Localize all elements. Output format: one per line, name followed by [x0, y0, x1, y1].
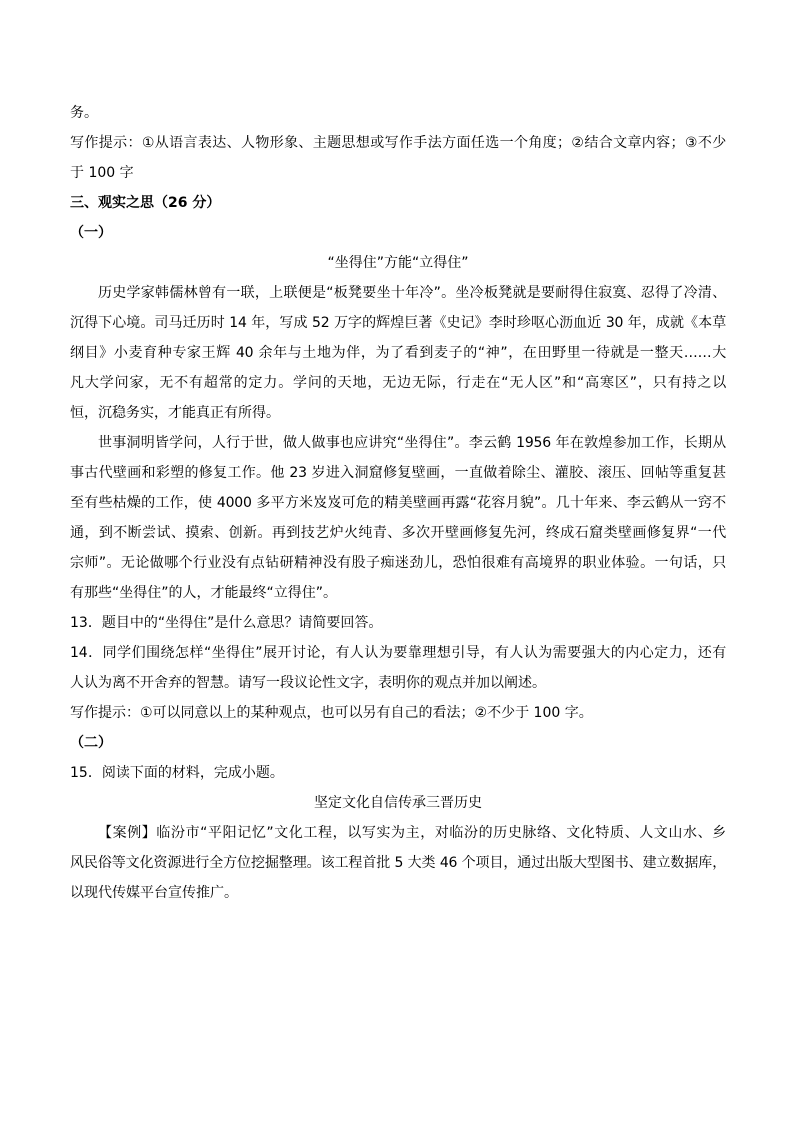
- subsection-heading: （一）: [70, 225, 112, 241]
- question-15: 15．阅读下面的材料，完成小题。: [70, 765, 284, 781]
- paragraph-line: 通，到不断尝试、摸索、创新。再到技艺炉火纯青、多次开壁画修复先河，终成石窟类壁画修复界“一代: [70, 525, 726, 541]
- paragraph-line: 纲目》小麦育种专家王辉 40 余年与土地为伴，为了看到麦子的“神”，在田野里一待就是一整天……大: [70, 345, 726, 361]
- paragraph-line: 凡大学问家，无不有超常的定力。学问的天地，无边无际，行走在“无人区”和“高寒区”，只有持之以: [70, 375, 726, 391]
- article-title: “坐得住”方能“立得住”: [327, 255, 469, 271]
- paragraph-line: 以现代传媒平台宣传推广。: [70, 885, 238, 901]
- paragraph-line: 沉得下心境。司马迁历时 14 年，写成 52 万字的辉煌巨著《史记》李时珍呕心沥血近 30 年，成就《本草: [70, 315, 726, 331]
- paragraph-line: 历史学家韩儒林曾有一联，上联便是“板凳要坐十年冷”。坐冷板凳就是要耐得住寂寞、忍得了冷清、: [98, 285, 726, 301]
- article-title: 坚定文化自信传承三晋历史: [314, 795, 482, 811]
- section-heading: 三、观实之思（26 分）: [70, 195, 221, 211]
- writing-tip-line: 写作提示：①可以同意以上的某种观点，也可以另有自己的看法；②不少于 100 字。: [70, 705, 593, 721]
- paragraph-line: 世事洞明皆学问，人行于世，做人做事也应讲究“坐得住”。李云鹤 1956 年在敦煌参加工作，长期从: [98, 435, 726, 451]
- question-13: 13．题目中的“坐得住”是什么意思？请简要回答。: [70, 615, 383, 631]
- paragraph-line: 事古代壁画和彩塑的修复工作。他 23 岁进入洞窟修复壁画，一直做着除尘、灌胶、滚压、回帖等重复甚: [70, 465, 726, 481]
- document-page: [70, 98, 726, 908]
- question-14: 14．同学们围绕怎样“坐得住”展开讨论，有人认为要靠理想引导，有人认为需要强大的内心定力，还有: [70, 645, 726, 661]
- writing-tip-line: 写作提示：①从语言表达、人物形象、主题思想或写作手法方面任选一个角度；②结合文章内容；③不少: [70, 135, 726, 151]
- text-line: 务。: [70, 105, 98, 121]
- paragraph-line: 至有些枯燥的工作，使 4000 多平方米岌岌可危的精美壁画再露“花容月貌”。几十年来、李云鹤从一窍不: [70, 495, 726, 511]
- paragraph-line: 有那些“坐得住”的人，才能最终“立得住”。: [70, 585, 338, 601]
- text-line: 于 100 字: [70, 165, 134, 181]
- paragraph-line: 宗师”。无论做哪个行业没有点钻研精神没有股子痴迷劲儿，恐怕很难有高境界的职业体验。一句话，只: [70, 555, 726, 571]
- paragraph-line: 恒，沉稳务实，才能真正有所得。: [70, 405, 280, 421]
- question-14-continued: 人认为离不开舍弃的智慧。请写一段议论性文字，表明你的观点并加以阐述。: [70, 675, 546, 691]
- paragraph-line: 【案例】临汾市“平阳记忆”文化工程，以写实为主，对临汾的历史脉络、文化特质、人文山水、乡: [98, 825, 726, 841]
- subsection-heading: （二）: [70, 735, 112, 751]
- paragraph-line: 风民俗等文化资源进行全方位挖掘整理。该工程首批 5 大类 46 个项目，通过出版大型图书、建立数据库，: [70, 855, 726, 871]
